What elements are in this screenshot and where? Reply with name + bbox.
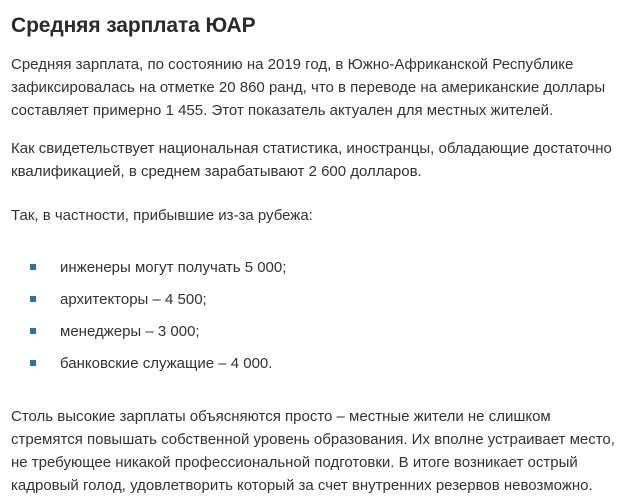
list-item-text: менеджеры – 3 000; [60, 323, 200, 340]
list-item-text: архитекторы – 4 500; [60, 291, 207, 308]
salary-list [0, 256, 640, 384]
square-bullet-icon [30, 328, 36, 334]
list-item [0, 288, 640, 320]
article-title: Средняя зарплата ЮАР [11, 14, 256, 37]
list-item-text: банковские служащие – 4 000. [60, 355, 273, 372]
square-bullet-icon [30, 296, 36, 302]
square-bullet-icon [30, 264, 36, 270]
list-item [0, 256, 640, 288]
paragraph-foreigners-salary: Как свидетельствует национальная статистика, иностранцы, обладающие достаточно квалификацией, в среднем зарабатывают 2 600 долларов. [11, 140, 612, 180]
list-item [0, 352, 640, 384]
list-item [0, 320, 640, 352]
paragraph-list-intro: Так, в частности, прибывшие из-за рубежа: [11, 207, 313, 224]
paragraph-explanation: Столь высокие зарплаты объясняются просто – местные жители не слишком стремятся повышать собственной уровень образования. Их вполне устраивает место, не требующее никакой профессиональной подготовки. В итоге возникает острый кадровый голод, удовлетворить который за счет внутренних резервов невозможно. [11, 408, 615, 494]
square-bullet-icon [30, 360, 36, 366]
paragraph-average-salary: Средняя зарплата, по состоянию на 2019 год, в Южно-Африканской Республике зафиксировалась на отметке 20 860 ранд, что в переводе на американские доллары составляет примерно 1 455. Этот показатель актуален для местных жителей. [11, 56, 606, 119]
list-item-text: инженеры могут получать 5 000; [60, 259, 287, 276]
